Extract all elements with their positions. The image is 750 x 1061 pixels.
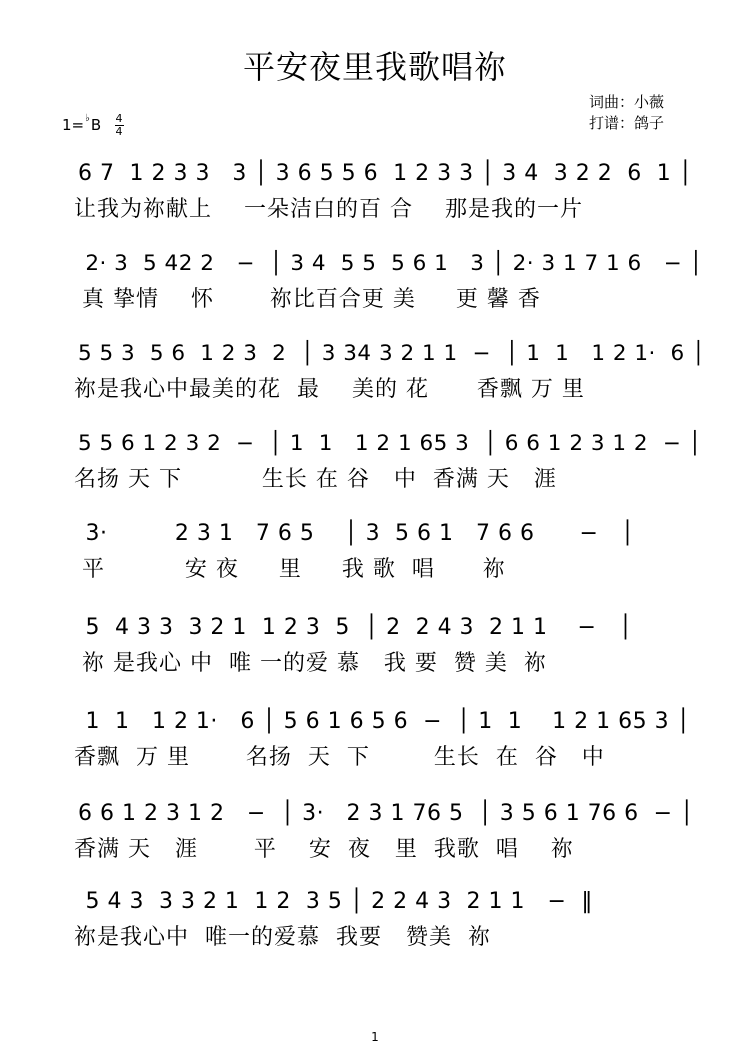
- key-signature: [62, 113, 102, 134]
- lyrics: 名扬 天 下 生长 在 谷 中 香满 天 涯: [74, 467, 557, 492]
- notation: 5 5 6 1 2 3 2 − │ 1 1 1 2 1 65 3 │ 6 6 1 2 3 1 2 − │: [78, 431, 702, 456]
- key-note: B: [90, 116, 102, 134]
- notation: 6 6 1 2 3 1 2 − │ 3· 2 3 1 76 5 │ 3 5 6 1 76 6 − │: [78, 801, 694, 826]
- notation: 5 4 3 3 3 2 1 1 2 3 5 │ 2 2 4 3 2 1 1 − │: [78, 615, 633, 640]
- lyrics: 香飘 万 里 名扬 天 下 生长 在 谷 中: [74, 745, 605, 770]
- notation: 6 7 1 2 3 3 3 │ 3 6 5 5 6 1 2 3 3 │ 3 4 3 2 2 6 1 │: [78, 161, 693, 186]
- notation: 2· 3 5 42 2 − │ 3 4 5 5 5 6 1 3 │ 2· 3 1 7 1 6 − │: [78, 251, 703, 276]
- lyrics: 让我为祢献上 一朵洁白的百 合 那是我的一片: [74, 197, 583, 222]
- lyrics: 祢是我心中 唯一的爱慕 我要 赞美 祢: [74, 925, 491, 950]
- time-numerator: 4: [115, 112, 123, 125]
- song-title: 平安夜里我歌唱祢: [242, 48, 507, 86]
- lyrics: 香满 天 涯 平 安 夜 里 我歌 唱 祢: [74, 837, 574, 862]
- notation: 3· 2 3 1 7 6 5 │ 3 5 6 1 7 6 6 − │: [78, 521, 635, 546]
- notation: 5 4 3 3 3 2 1 1 2 3 5 │ 2 2 4 3 2 1 1 − ‖: [78, 889, 593, 914]
- notation: 5 5 3 5 6 1 2 3 2 │ 3 34 3 2 1 1 − │ 1 1 1 2 1· 6 │: [78, 341, 706, 366]
- credits: [589, 92, 664, 134]
- time-signature: [113, 113, 125, 138]
- lyrics-music-credit: 词曲：小薇: [589, 93, 665, 111]
- lyrics: 祢是我心中最美的花 最 美的 花 香飘 万 里: [74, 377, 585, 402]
- lyrics: 祢 是我心 中 唯 一的爱 慕 我 要 赞 美 祢: [74, 651, 547, 676]
- transcriber-credit: 打谱：鸽子: [589, 114, 665, 132]
- time-denominator: 4: [115, 125, 123, 138]
- page-number: 1: [371, 1030, 379, 1044]
- lyrics: 平 安 夜 里 我 歌 唱 祢: [74, 557, 506, 582]
- flat-sign: ♭: [85, 113, 90, 124]
- lyrics: 真 挚情 怀 祢比百合更 美 更 馨 香: [74, 287, 541, 312]
- notation: 1 1 1 2 1· 6 │ 5 6 1 6 5 6 − │ 1 1 1 2 1 65 3 │: [78, 709, 691, 734]
- key-prefix: 1=: [62, 116, 85, 134]
